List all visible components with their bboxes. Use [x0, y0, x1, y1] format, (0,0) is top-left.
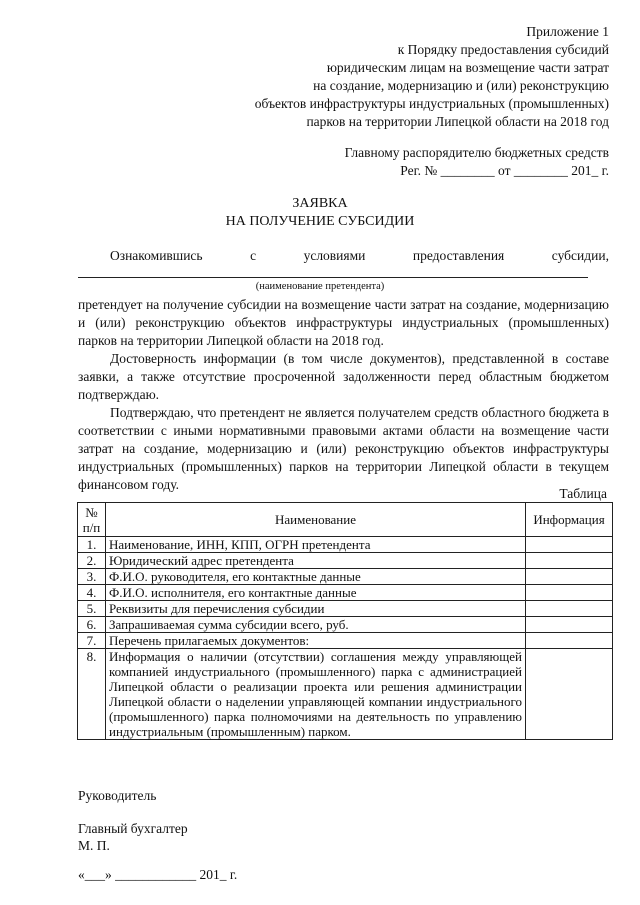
row-name: Ф.И.О. исполнителя, его контактные данные [106, 585, 526, 601]
intro-word: предоставления [412, 248, 505, 263]
row-name: Наименование, ИНН, КПП, ОГРН претендента [106, 537, 526, 553]
row-info[interactable] [526, 569, 613, 585]
table-row [78, 553, 613, 569]
intro-word: субсидии, [551, 248, 609, 263]
row-name: Реквизиты для перечисления субсидии [106, 601, 526, 617]
table-caption: Таблица [559, 486, 607, 501]
title-line: ЗАЯВКА [292, 196, 348, 211]
recipient-block [345, 144, 609, 180]
header-name: Наименование [106, 503, 526, 537]
row-info[interactable] [526, 617, 613, 633]
title-line: НА ПОЛУЧЕНИЕ СУБСИДИИ [225, 214, 415, 229]
table-row [78, 569, 613, 585]
row-name: Ф.И.О. руководителя, его контактные данные [106, 569, 526, 585]
header-info: Информация [526, 503, 613, 537]
paragraph-claim [78, 296, 609, 350]
row-name: Запрашиваемая сумма субсидии всего, руб. [106, 617, 526, 633]
appendix-line: к Порядку предоставления субсидий [397, 42, 609, 57]
table-header-row [78, 503, 613, 537]
accountant-signature-label: Главный бухгалтер [78, 821, 188, 836]
paragraph-reliability [78, 350, 609, 404]
head-signature-label: Руководитель [78, 788, 157, 803]
row-num: 8. [78, 649, 106, 740]
appendix-line: юридическим лицам на возмещение части затрат [326, 60, 609, 75]
appendix-line: объектов инфраструктуры индустриальных (промышленных) [254, 96, 609, 111]
row-info[interactable] [526, 633, 613, 649]
row-info[interactable] [526, 553, 613, 569]
table-row [78, 601, 613, 617]
intro-word: условиями [303, 248, 366, 263]
appendix-header [255, 23, 609, 131]
appendix-line: парков на территории Липецкой области на 2018 год [306, 114, 609, 129]
row-num: 3. [78, 569, 106, 585]
paragraph-text: претендует на получение субсидии на возмещение части затрат на создание, модернизацию и (или) реконструкцию объектов инфраструктуры индустриальных (промышленных) парков на территории Липецкой области на 2018 год. [78, 297, 609, 348]
table-row [78, 649, 613, 740]
row-info[interactable] [526, 601, 613, 617]
row-name: Юридический адрес претендента [106, 553, 526, 569]
stamp-label: М. П. [78, 838, 110, 853]
paragraph-text: Достоверность информации (в том числе документов), представленной в составе заявки, а также отсутствие просроченной задолженности перед областным бюджетом подтверждаю. [78, 351, 609, 402]
appendix-line: Приложение 1 [526, 24, 609, 39]
document-title [0, 195, 640, 231]
intro-line [110, 247, 609, 265]
row-info[interactable] [526, 537, 613, 553]
applicant-name-blank [78, 277, 588, 278]
table-row [78, 537, 613, 553]
row-num: 7. [78, 633, 106, 649]
row-num: 2. [78, 553, 106, 569]
row-name: Информация о наличии (отсутствии) соглашения между управляющей компанией индустриального (промышленного) парка с администрацией Липецкой области о реализации проекта или решения администрации Липецкой области о наделении управляющей компании индустриального (промышленного) парка полномочиями на деятельность по управлению индустриальным (промышленным) парком. [106, 649, 526, 740]
table-row [78, 617, 613, 633]
row-num: 4. [78, 585, 106, 601]
info-table [77, 502, 613, 740]
appendix-line: на создание, модернизацию и (или) реконструкцию [313, 78, 609, 93]
recipient-title: Главному распорядителю бюджетных средств [344, 145, 609, 160]
intro-word: с [250, 248, 257, 263]
row-name: Перечень прилагаемых документов: [106, 633, 526, 649]
table-row [78, 585, 613, 601]
applicant-name-caption: (наименование претендента) [255, 281, 385, 292]
intro-word: Ознакомившись [110, 248, 203, 263]
registration-line: Рег. № ________ от ________ 201_ г. [400, 163, 609, 178]
row-num: 6. [78, 617, 106, 633]
header-num: № п/п [78, 503, 106, 537]
paragraph-text: Подтверждаю, что претендент не является получателем средств областного бюджета в соответствии с иными нормативными правовыми актами области на возмещение части затрат на создание, модернизацию и (или) реконструкцию объектов инфраструктуры индустриальных (промышленных) парков на территории Липецкой области в текущем финансовом году. [78, 405, 609, 492]
row-num: 1. [78, 537, 106, 553]
date-line: «___» ____________ 201_ г. [78, 867, 238, 882]
table-row [78, 633, 613, 649]
row-num: 5. [78, 601, 106, 617]
row-info[interactable] [526, 649, 613, 740]
paragraph-confirmation [78, 404, 609, 494]
row-info[interactable] [526, 585, 613, 601]
